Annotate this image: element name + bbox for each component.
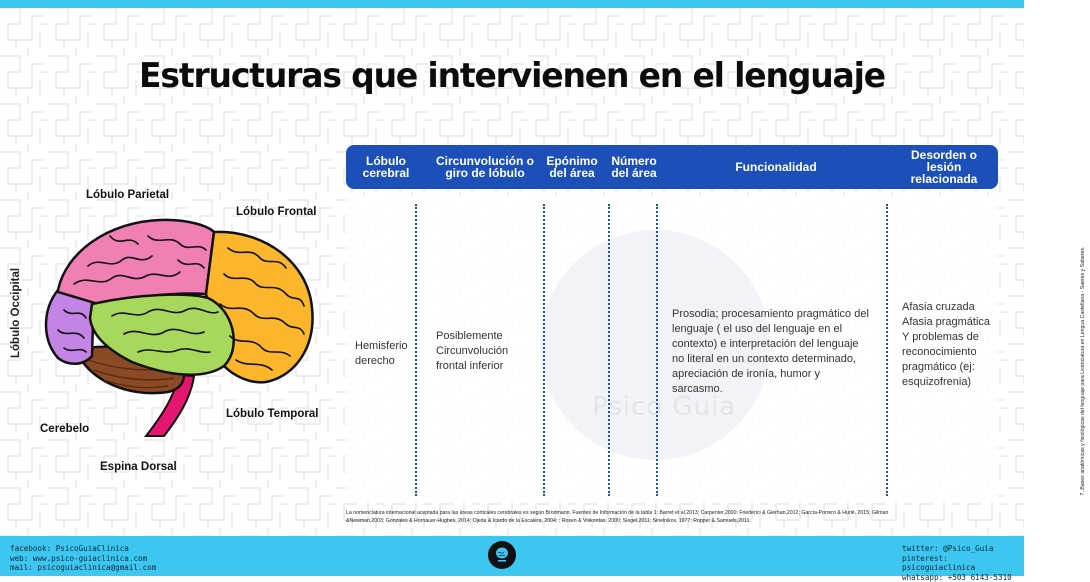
brain-logo-icon (490, 543, 514, 567)
footer-contact-left (10, 544, 156, 573)
label-temporal: Lóbulo Temporal (226, 408, 318, 420)
column-divider (886, 204, 888, 496)
header-eponimo: Epónimo del área (542, 145, 602, 189)
label-occipital: Lóbulo Occipital (10, 278, 22, 358)
header-desorden: Desorden o lesión relacionada (894, 145, 994, 189)
sources-footnote: La nomenclatura internacional aceptada para las áreas corticales cerebrales es según Brodmann. Fuentes de Información de la tabla 1: Barret et al,2013; Carpenter,2000; Friederici & Gierhan,2012; García-Porrero & Hurlé. 2015; Gilman &Newman,2003; Gonzales & Hornauer-Hughes, 2014; Ojeda & Icardo de la Escalera, 2004; ; Rosen & Viskontas, 2000; Siegel,2011; Sinelnikov, 1977; Ropper & Samuels,2011. (346, 510, 926, 525)
parietal-lobe-shape (58, 220, 214, 304)
web-link[interactable]: web: www.psico-guiaclinica.com (10, 554, 156, 564)
cell-funcionalidad: Prosodia; procesamiento pragmático del lenguaje ( el uso del lenguaje en el contexto) e interpretación del lenguaje no literal en un contexto determinado, apreciación de ironía, humor y sarcasmo. (672, 307, 872, 397)
cell-lobulo: Hemisferio derecho (355, 339, 413, 369)
table-header (346, 145, 998, 189)
twitter-link[interactable]: twitter: @Psico_Guia (902, 544, 1024, 554)
top-stripe (0, 0, 1024, 8)
watermark-text: Psico Guia (592, 392, 736, 422)
brain-illustration (28, 200, 338, 440)
label-frontal: Lóbulo Frontal (236, 206, 316, 218)
header-lobulo: Lóbulo cerebral (350, 145, 422, 189)
whatsapp-link[interactable]: whatsapp: +503 6143-5310 (902, 573, 1024, 582)
label-cerebelo: Cerebelo (40, 423, 89, 435)
cell-desorden: Afasia cruzada Afasia pragmática Y problemas de reconocimiento pragmático (ej: esquizofrenia) (902, 300, 994, 390)
label-parietal: Lóbulo Parietal (86, 189, 169, 201)
header-circunvolucion: Circunvolución o giro de lóbulo (424, 145, 546, 189)
header-funcionalidad: Funcionalidad (676, 145, 876, 189)
page-title: Estructuras que intervienen en el lenguaje (15, 56, 1008, 96)
footer-contact-right (902, 544, 1024, 582)
pinterest-link[interactable]: pinterest: psicoguiaclinica (902, 554, 1024, 573)
psicoguia-logo (488, 541, 516, 569)
cell-circunvolucion: Posiblemente Circunvolución frontal inferior (436, 329, 538, 374)
label-espina-dorsal: Espina Dorsal (100, 461, 177, 473)
header-numero: Número del área (604, 145, 664, 189)
mail-link[interactable]: mail: psicoguiaclinica@gmail.com (10, 563, 156, 573)
column-divider (608, 204, 610, 496)
column-divider (656, 204, 658, 496)
side-reference-note: 7. Bases anatómicas y fisiológicas del lenguaje para Licenciatura en Lengua Castellana - Saeres y Saberes. (1080, 221, 1090, 521)
column-divider (543, 204, 545, 496)
column-divider (415, 204, 417, 496)
brain-image (28, 200, 338, 440)
facebook-link[interactable]: facebook: PsicoGuiaClinica (10, 544, 156, 554)
footer-bar (0, 536, 1024, 576)
